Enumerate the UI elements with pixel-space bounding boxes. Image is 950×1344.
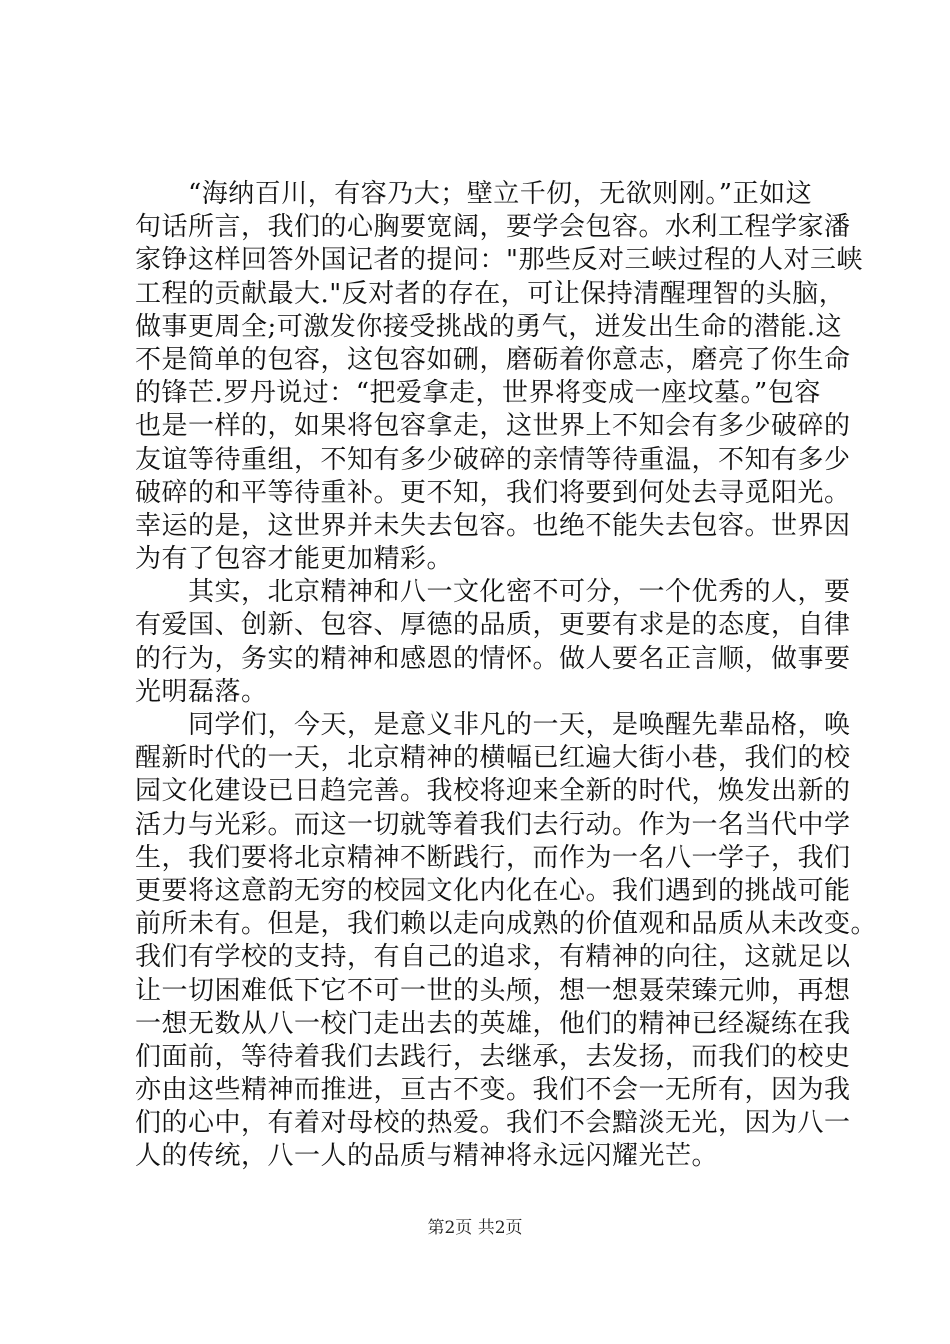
text-line: 醒新时代的一天，北京精神的横幅已红遍大街小巷，我们的校 bbox=[135, 743, 851, 774]
text-line: 同学们，今天，是意义非凡的一天，是唤醒先辈品格，唤 bbox=[135, 710, 851, 740]
text-line: 一想无数从八一校门走出去的英雄，他们的精神已经凝练在我 bbox=[135, 1008, 851, 1039]
text-line: 光明磊落。 bbox=[135, 676, 268, 707]
text-line: 们面前，等待着我们去践行，去继承，去发扬，而我们的校史 bbox=[135, 1041, 851, 1072]
text-line: 其实，北京精神和八一文化密不可分，一个优秀的人，要 bbox=[135, 577, 851, 608]
text-line: 园文化建设已日趋完善。我校将迎来全新的时代，焕发出新的 bbox=[135, 776, 851, 807]
text-line: 破碎的和平等待重补。更不知，我们将要到何处去寻觅阳光。 bbox=[135, 477, 851, 508]
text-line: 句话所言，我们的心胸要宽阔，要学会包容。水利工程学家潘 bbox=[135, 212, 851, 243]
text-line: 工程的贡献最大."反对者的存在，可让保持清醒理智的头脑， bbox=[135, 278, 846, 309]
text-line: 让一切困难低下它不可一世的头颅，想一想聂荣臻元帅，再想 bbox=[135, 975, 851, 1006]
text-line: 做事更周全;可激发你接受挑战的勇气，迸发出生命的潜能.这 bbox=[135, 311, 843, 342]
text-line: 人的传统，八一人的品质与精神将永远闪耀光芒。 bbox=[135, 1141, 719, 1172]
text-line: 友谊等待重组，不知有多少破碎的亲情等待重温，不知有多少 bbox=[135, 444, 851, 475]
text-line: 不是简单的包容，这包容如硎，磨砺着你意志，磨亮了你生命 bbox=[135, 344, 851, 375]
text-line: 我们有学校的支持，有自己的追求，有精神的向往，这就足以 bbox=[135, 942, 851, 973]
text-line: 生，我们要将北京精神不断践行，而作为一名八一学子，我们 bbox=[135, 842, 851, 873]
text-line: 更要将这意韵无穷的校园文化内化在心。我们遇到的挑战可能 bbox=[135, 875, 851, 906]
text-line: 活力与光彩。而这一切就等着我们去行动。作为一名当代中学 bbox=[135, 809, 851, 840]
text-line: 亦由这些精神而推进，亘古不变。我们不会一无所有，因为我 bbox=[135, 1075, 851, 1106]
text-line: “海纳百川，有容乃大；壁立千仞，无欲则刚。”正如这 bbox=[135, 179, 813, 209]
page-number-footer: 第2页 共2页 bbox=[427, 1218, 523, 1238]
text-line: 的行为，务实的精神和感恩的情怀。做人要名正言顺，做事要 bbox=[135, 643, 851, 674]
text-line: 们的心中，有着对母校的热爱。我们不会黯淡无光，因为八一 bbox=[135, 1108, 851, 1139]
text-line: 也是一样的，如果将包容拿走，这世界上不知会有多少破碎的 bbox=[135, 411, 851, 442]
text-line: 家铮这样回答外国记者的提问："那些反对三峡过程的人对三峡 bbox=[135, 245, 863, 276]
document-body bbox=[135, 178, 878, 1174]
text-line: 前所未有。但是，我们赖以走向成熟的价值观和品质从未改变。 bbox=[135, 909, 878, 940]
text-line: 有爱国、创新、包容、厚德的品质，更要有求是的态度，自律 bbox=[135, 610, 851, 641]
text-line: 的锋芒.罗丹说过：“把爱拿走，世界将变成一座坟墓。”包容 bbox=[135, 378, 821, 409]
text-line: 为有了包容才能更加精彩。 bbox=[135, 544, 454, 575]
text-line: 幸运的是，这世界并未失去包容。也绝不能失去包容。世界因 bbox=[135, 510, 851, 541]
